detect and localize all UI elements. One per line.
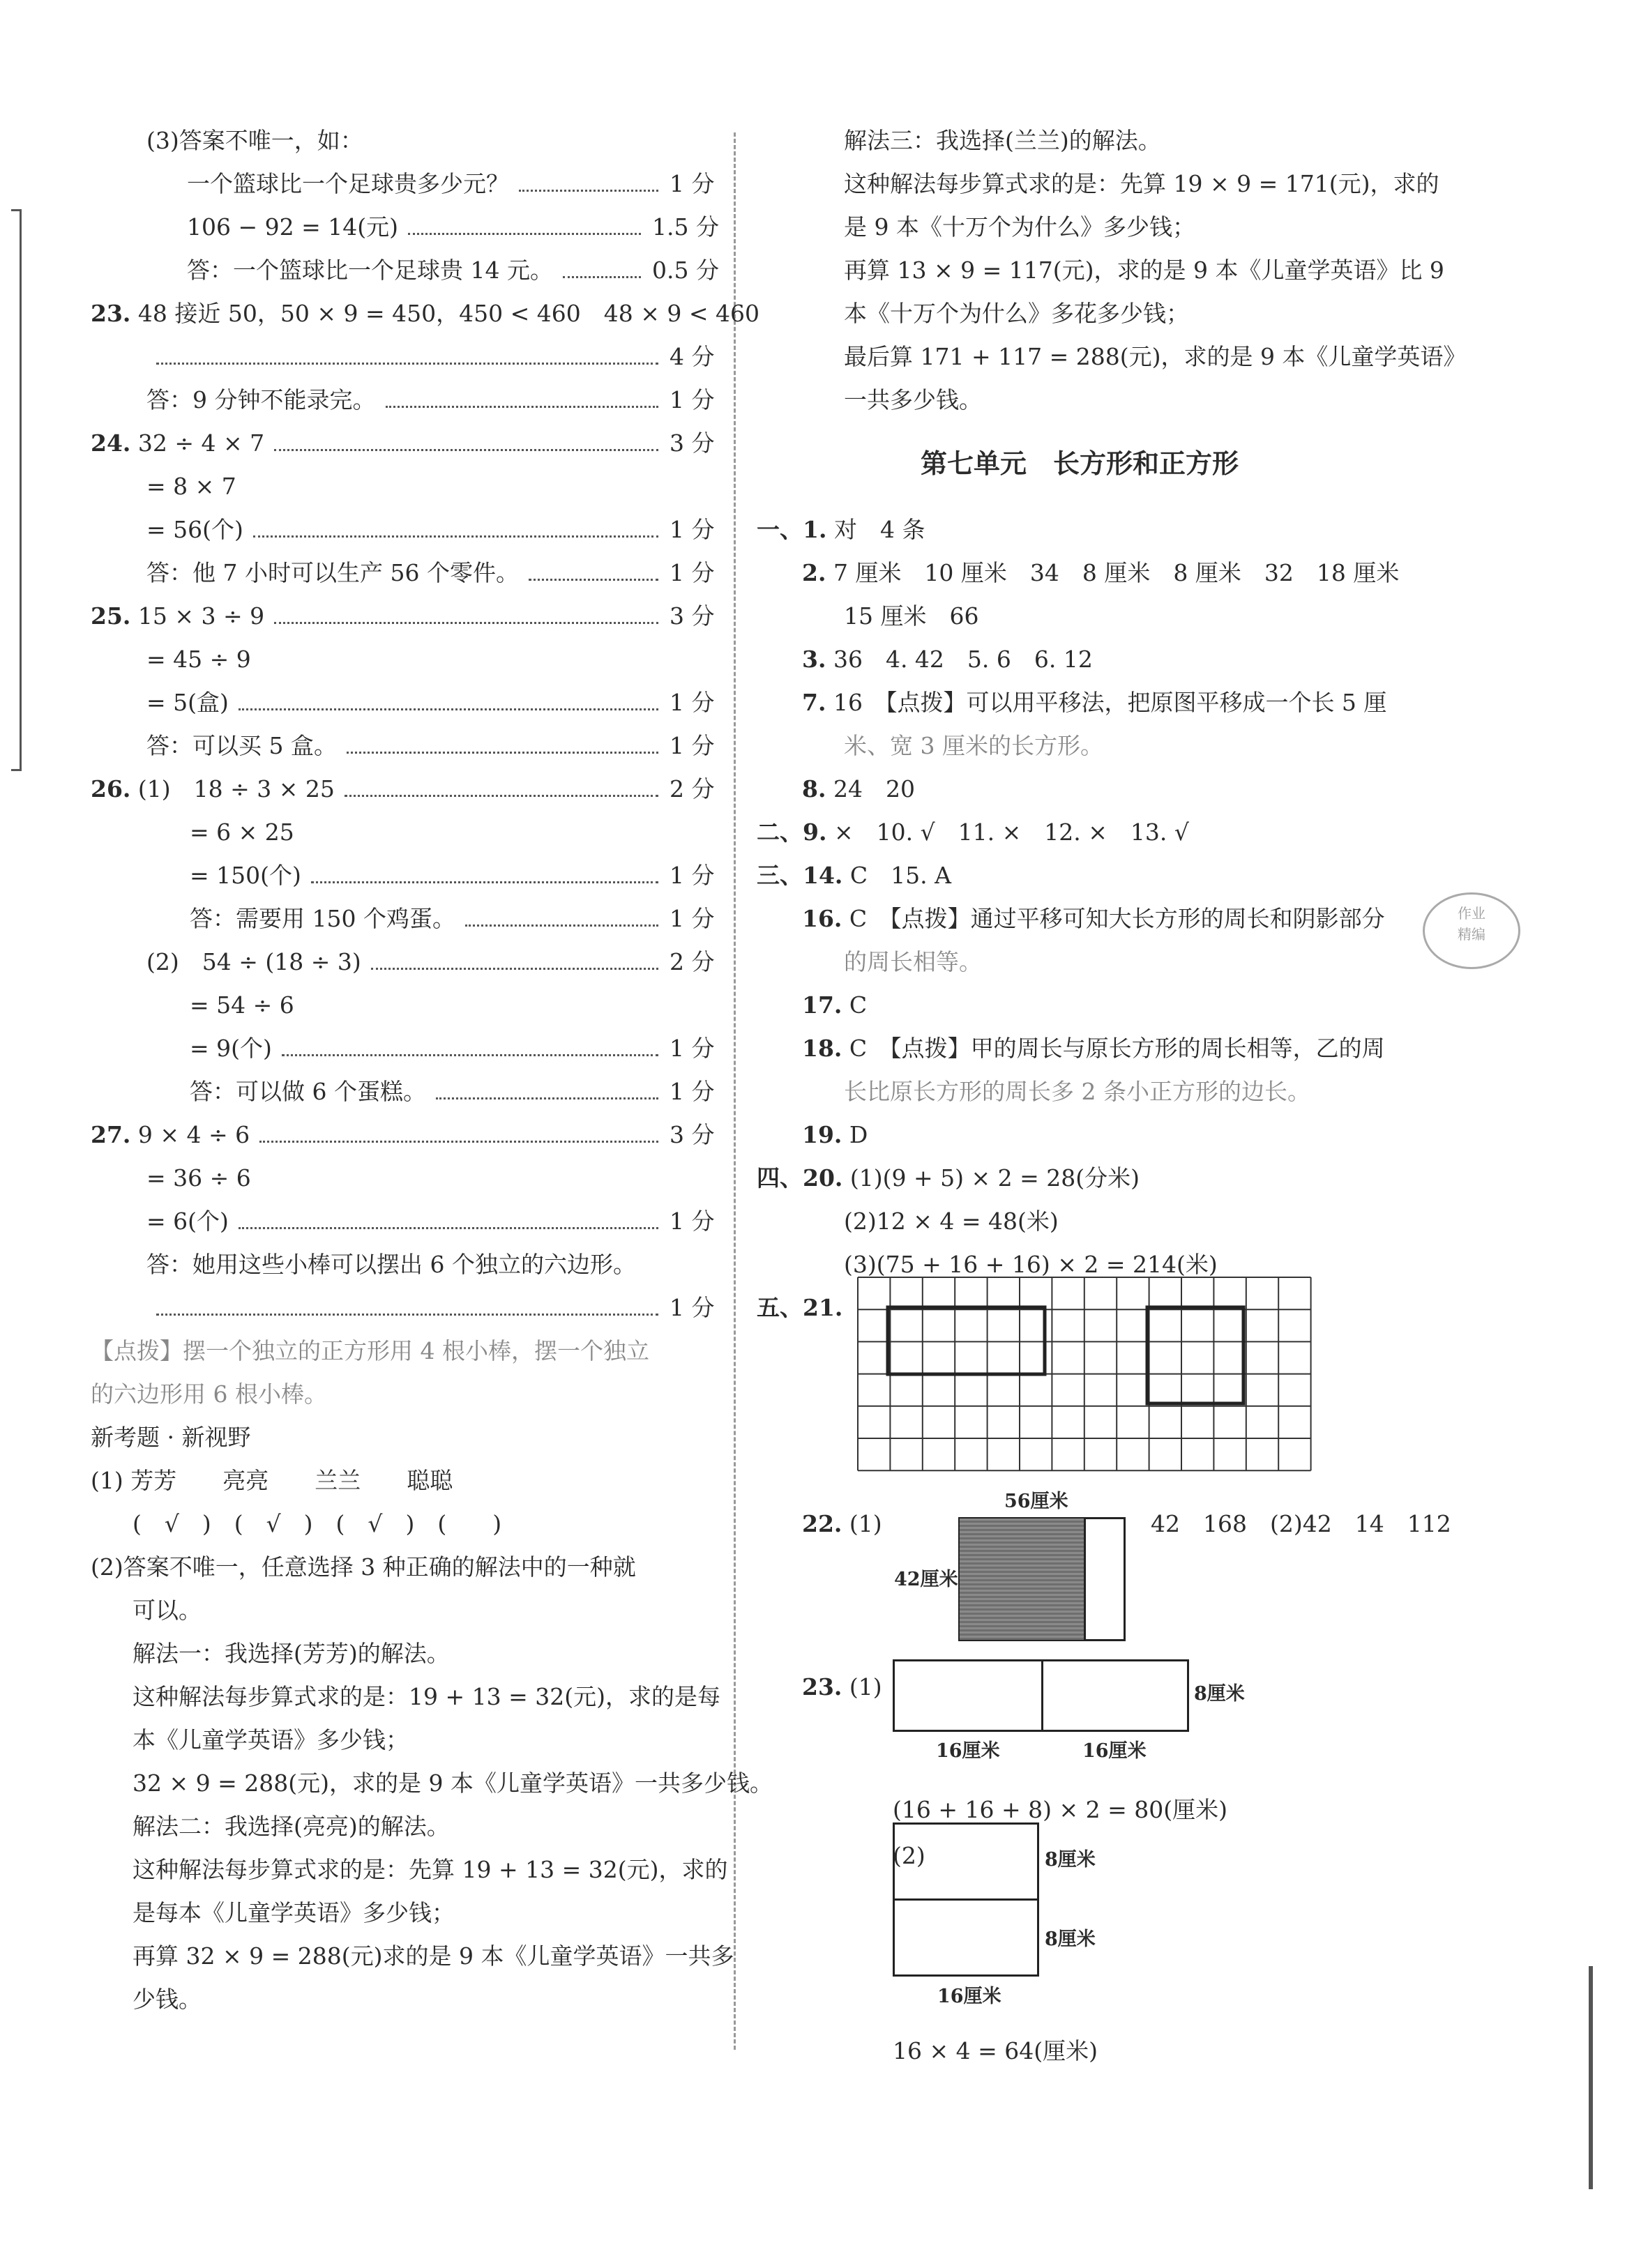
left-line-36 — [133, 1682, 720, 1712]
right-line-text: 这种解法每步算式求的是：先算 19 × 9 = 171(元)，求的 — [844, 170, 1439, 197]
left-line-text: 答：她用这些小棒可以摆出 6 个独立的六边形。 — [146, 1251, 636, 1278]
left-line-text: 新考题 · 新视野 — [91, 1424, 251, 1451]
left-score-label: 0.5 分 — [652, 257, 719, 284]
stamp-line-2: 精编 — [1458, 926, 1485, 943]
right-question-number: 二、9. — [757, 819, 827, 846]
fig23a-rect-1 — [893, 1659, 1043, 1732]
fig23a-bottom-label-1: 16厘米 — [936, 1740, 1000, 1762]
left-line-25 — [146, 1206, 229, 1237]
left-line-38 — [133, 1768, 773, 1799]
left-line-text: 这种解法每步算式求的是：先算 19 + 13 = 32(元)，求的 — [133, 1856, 728, 1883]
left-line-text: 106 − 92 = 14(元) — [187, 213, 398, 241]
left-line-text: = 9(个) — [190, 1035, 272, 1062]
left-line-text: 答：可以做 6 个蛋糕。 — [190, 1078, 426, 1105]
right-line-18 — [802, 990, 867, 1021]
right-line-19 — [802, 1033, 1385, 1064]
right-edge-mark — [1589, 1966, 1593, 2189]
right-line-text: (3)(75 + 16 + 16) × 2 = 214(米) — [844, 1251, 1218, 1278]
left-line-text: 可以。 — [133, 1597, 202, 1624]
left-line-14 — [146, 731, 337, 761]
right-line-22 — [757, 1163, 1140, 1194]
left-leader-dots — [239, 708, 658, 710]
left-line-text: = 150(个) — [190, 862, 301, 889]
right-line-text: 再算 13 × 9 = 117(元)，求的是 9 本《儿童学英语》比 9 — [844, 257, 1444, 284]
left-score-label: 1 分 — [670, 1035, 715, 1062]
left-line-6 — [146, 385, 376, 416]
right-line-text: 的周长相等。 — [844, 948, 982, 975]
right-line-20 — [844, 1076, 1310, 1107]
left-line-text: (1) 18 ÷ 3 × 25 — [137, 775, 335, 802]
left-line-text: 再算 32 × 9 = 288(元)求的是 9 本《儿童学英语》一共多 — [133, 1942, 734, 1970]
grid-figure-21 — [856, 1276, 1314, 1474]
right-question-number: 五、21. — [757, 1294, 843, 1321]
left-line-text: = 6(个) — [146, 1208, 229, 1235]
right-question-number: 18. — [802, 1035, 842, 1062]
left-leader-dots — [347, 752, 658, 754]
left-line-15 — [91, 774, 335, 805]
left-line-19 — [146, 947, 361, 977]
right-question-number: 23. — [802, 1673, 842, 1700]
left-leader-dots — [465, 924, 658, 927]
left-line-31 — [91, 1466, 453, 1496]
right-line-10 — [802, 644, 1093, 675]
right-question-number: 一、1. — [757, 516, 827, 543]
left-line-28 — [91, 1336, 649, 1367]
left-line-text: 这种解法每步算式求的是：19 + 13 = 32(元)，求的是每 — [133, 1683, 720, 1710]
right-question-number: 7. — [802, 689, 826, 716]
left-score-label: 1 分 — [670, 862, 715, 889]
left-line-29 — [91, 1379, 327, 1410]
right-line-text: (2) — [893, 1842, 925, 1869]
homework-stamp — [1423, 892, 1520, 969]
left-leader-dots — [408, 233, 641, 235]
right-line-text: 16 【点拨】可以用平移法，把原图平移成一个长 5 厘 — [833, 689, 1387, 716]
right-line-29 — [893, 1795, 1227, 1825]
right-line-text: (16 + 16 + 8) × 2 = 80(厘米) — [893, 1796, 1227, 1823]
right-line-text: 一共多少钱。 — [844, 386, 982, 413]
left-leader-dots — [274, 449, 658, 451]
right-question-number: 四、20. — [757, 1164, 843, 1192]
right-line-text: 解法三：我选择(兰兰)的解法。 — [844, 127, 1161, 154]
right-line-5 — [844, 342, 1466, 372]
right-line-25 — [757, 1293, 842, 1323]
left-line-text: 解法二：我选择(亮亮)的解法。 — [133, 1813, 450, 1840]
left-question-number: 23. — [91, 300, 131, 327]
left-score-label: 1 分 — [670, 1078, 715, 1105]
left-line-text: 答：9 分钟不能录完。 — [146, 386, 376, 413]
left-line-text: = 8 × 7 — [146, 473, 236, 500]
left-score-label: 3 分 — [670, 1121, 715, 1148]
left-leader-dots — [386, 406, 658, 408]
left-leader-dots — [253, 535, 658, 538]
left-line-text: 48 接近 50，50 × 9 = 450，450 < 460 48 × 9 < 460 — [137, 300, 759, 327]
right-line-text: C 【点拨】通过平移可知大长方形的周长和阴影部分 — [849, 905, 1385, 932]
left-line-1 — [187, 169, 509, 199]
left-line-text: 一个篮球比一个足球贵多少元？ — [187, 170, 509, 197]
left-score-label: 1 分 — [670, 905, 715, 932]
left-leader-dots — [156, 1314, 658, 1316]
right-line-16 — [802, 904, 1385, 934]
left-score-label: 1 分 — [670, 170, 715, 197]
left-question-number: 25. — [91, 602, 131, 630]
right-line-7 — [757, 515, 925, 545]
left-score-label: 3 分 — [670, 429, 715, 457]
left-line-text: ( √ ) ( √ ) ( √ ) ( ) — [133, 1510, 502, 1537]
left-line-16 — [190, 817, 294, 848]
left-score-label: 2 分 — [670, 775, 715, 802]
left-leader-dots — [274, 622, 658, 624]
left-line-3 — [187, 255, 553, 286]
left-leader-dots — [239, 1227, 658, 1229]
right-line-0 — [844, 125, 1161, 156]
left-line-22 — [190, 1076, 426, 1107]
left-line-21 — [190, 1033, 272, 1064]
left-question-number: 24. — [91, 429, 131, 457]
right-line-text: 是 9 本《十万个为什么》多少钱； — [844, 213, 1195, 241]
left-line-text: (2)答案不唯一，任意选择 3 种正确的解法中的一种就 — [91, 1553, 636, 1581]
left-line-40 — [133, 1855, 727, 1885]
right-line-text: × 10. √ 11. × 12. × 13. √ — [833, 819, 1189, 846]
left-line-35 — [133, 1638, 450, 1669]
left-line-32 — [133, 1509, 501, 1539]
right-line-text: (1) — [849, 1673, 882, 1700]
left-line-34 — [133, 1595, 202, 1626]
left-line-39 — [133, 1811, 450, 1842]
right-question-number: 19. — [802, 1121, 842, 1148]
left-line-33 — [91, 1552, 636, 1583]
left-margin-bar — [11, 209, 22, 771]
right-line-text: (2)12 × 4 = 48(米) — [844, 1208, 1059, 1235]
right-line-6 — [844, 385, 982, 416]
left-line-text: (1) 芳芳 亮亮 兰兰 聪聪 — [91, 1467, 453, 1494]
right-line-1 — [844, 169, 1439, 199]
left-leader-dots — [563, 276, 641, 278]
left-line-10 — [146, 558, 519, 588]
right-line-text: 15 厘米 66 — [844, 602, 979, 630]
left-leader-dots — [529, 579, 658, 581]
right-question-number: 3. — [802, 646, 826, 673]
stamp-line-1: 作业 — [1458, 905, 1485, 922]
fig23b-bottom-label: 16厘米 — [937, 1986, 1001, 2007]
right-line-text: 长比原长方形的周长多 2 条小正方形的边长。 — [844, 1078, 1310, 1105]
left-line-text: 的六边形用 6 根小棒。 — [91, 1380, 327, 1408]
left-line-text: = 5(盒) — [146, 689, 229, 716]
left-line-17 — [190, 860, 301, 891]
left-line-42 — [133, 1941, 734, 1972]
left-score-label: 3 分 — [670, 602, 715, 630]
right-line-text: 16 × 4 = 64(厘米) — [893, 2037, 1098, 2064]
left-line-13 — [146, 687, 229, 718]
left-line-text: = 6 × 25 — [190, 819, 294, 846]
fig22-side-label: 42厘米 — [894, 1569, 958, 1590]
left-line-text: 本《儿童学英语》多少钱； — [133, 1726, 409, 1753]
left-line-0 — [146, 125, 363, 156]
left-score-label: 1.5 分 — [652, 213, 719, 241]
grid-rectangle-1 — [888, 1307, 1045, 1374]
left-line-11 — [91, 601, 264, 632]
left-score-label: 1 分 — [670, 386, 715, 413]
left-line-text: (2) 54 ÷ (18 ÷ 3) — [146, 948, 361, 975]
left-line-9 — [146, 515, 243, 545]
left-line-text: = 45 ÷ 9 — [146, 646, 251, 673]
left-line-23 — [91, 1120, 250, 1150]
left-line-24 — [146, 1163, 251, 1194]
left-line-text: 答：可以买 5 盒。 — [146, 732, 337, 759]
right-line-2 — [844, 212, 1195, 243]
left-line-30 — [91, 1422, 250, 1453]
grid-rectangle-2 — [1147, 1307, 1243, 1403]
left-line-43 — [133, 1984, 202, 2015]
left-line-text: = 36 ÷ 6 — [146, 1164, 251, 1192]
right-line-text: C — [849, 991, 868, 1019]
right-line-28 — [802, 1672, 882, 1703]
right-line-text: 36 4. 42 5. 6 6. 12 — [833, 646, 1093, 673]
left-line-text: (3)答案不唯一，如： — [146, 127, 363, 154]
left-score-label: 1 分 — [670, 1294, 715, 1321]
right-line-15 — [757, 860, 951, 891]
left-line-text: = 56(个) — [146, 516, 243, 543]
right-line-27 — [1151, 1509, 1451, 1539]
right-line-text: C 【点拨】甲的周长与原长方形的周长相等，乙的周 — [849, 1035, 1385, 1062]
right-question-number: 22. — [802, 1510, 842, 1537]
left-line-text: 9 × 4 ÷ 6 — [137, 1121, 250, 1148]
left-line-37 — [133, 1725, 409, 1756]
left-leader-dots — [259, 1141, 658, 1143]
right-question-number: 2. — [802, 559, 826, 586]
left-leader-dots — [436, 1097, 658, 1099]
right-line-text: (1) — [849, 1510, 882, 1537]
right-line-11 — [802, 687, 1386, 718]
left-score-label: 2 分 — [670, 948, 715, 975]
fig23b-rect-2 — [893, 1898, 1039, 1977]
left-line-8 — [146, 471, 236, 502]
right-line-31 — [893, 2036, 1098, 2067]
unit-title: 第七单元 长方形和正方形 — [921, 448, 1239, 479]
left-line-18 — [190, 904, 455, 934]
left-line-20 — [190, 990, 294, 1021]
fig23b-side-label-2: 8厘米 — [1045, 1928, 1096, 1950]
right-question-number: 16. — [802, 905, 842, 932]
right-line-21 — [802, 1120, 868, 1150]
right-line-text: D — [849, 1121, 868, 1148]
right-line-text: 42 168 (2)42 14 112 — [1151, 1510, 1451, 1537]
right-line-3 — [844, 255, 1444, 286]
fig23a-side-label: 8厘米 — [1194, 1683, 1245, 1705]
left-score-label: 1 分 — [670, 516, 715, 543]
right-line-text: 本《十万个为什么》多花多少钱； — [844, 300, 1189, 327]
left-score-label: 1 分 — [670, 1208, 715, 1235]
left-line-4 — [91, 298, 759, 329]
left-line-text: 答：需要用 150 个鸡蛋。 — [190, 905, 455, 932]
right-line-4 — [844, 298, 1189, 329]
column-divider — [734, 132, 736, 2050]
right-line-9 — [844, 601, 978, 632]
right-line-17 — [844, 947, 982, 977]
left-line-text: 32 × 9 = 288(元)，求的是 9 本《儿童学英语》一共多少钱。 — [133, 1770, 773, 1797]
left-score-label: 1 分 — [670, 732, 715, 759]
fig23b-rect-1 — [893, 1822, 1039, 1901]
left-line-text: 答：他 7 小时可以生产 56 个零件。 — [146, 559, 519, 586]
left-line-text: 【点拨】摆一个独立的正方形用 4 根小棒，摆一个独立 — [91, 1337, 649, 1364]
left-score-label: 4 分 — [670, 343, 715, 370]
right-line-text: 米、宽 3 厘米的长方形。 — [844, 732, 1103, 759]
right-line-14 — [757, 817, 1189, 848]
right-question-number: 17. — [802, 991, 842, 1019]
left-line-text: 15 × 3 ÷ 9 — [137, 602, 265, 630]
fig22-top-label: 56厘米 — [1004, 1491, 1068, 1512]
fig23b-side-label-1: 8厘米 — [1045, 1849, 1096, 1871]
left-leader-dots — [156, 363, 658, 365]
left-line-text: 是每本《儿童学英语》多少钱； — [133, 1899, 455, 1926]
left-leader-dots — [282, 1054, 658, 1056]
left-line-text: 32 ÷ 4 × 7 — [137, 429, 265, 457]
left-line-7 — [91, 428, 264, 459]
right-line-26 — [802, 1509, 882, 1539]
fig22-shaded-rect — [960, 1519, 1086, 1640]
fig23a-bottom-label-2: 16厘米 — [1082, 1740, 1147, 1762]
right-question-number: 三、14. — [757, 862, 843, 889]
left-line-26 — [146, 1249, 636, 1280]
left-score-label: 1 分 — [670, 559, 715, 586]
left-line-text: 解法一：我选择(芳芳)的解法。 — [133, 1640, 450, 1667]
right-line-text: 对 4 条 — [833, 516, 925, 543]
right-line-13 — [802, 774, 915, 805]
right-line-text: C 15. A — [849, 862, 951, 889]
fig23a-rect-2 — [1041, 1659, 1189, 1732]
left-line-text: = 54 ÷ 6 — [190, 991, 294, 1019]
left-line-12 — [146, 644, 251, 675]
left-leader-dots — [345, 795, 658, 797]
left-line-text: 答：一个篮球比一个足球贵 14 元。 — [187, 257, 553, 284]
right-question-number: 8. — [802, 775, 826, 802]
left-leader-dots — [371, 968, 658, 970]
left-question-number: 26. — [91, 775, 131, 802]
right-line-12 — [844, 731, 1103, 761]
right-line-8 — [802, 558, 1399, 588]
right-line-23 — [844, 1206, 1059, 1237]
right-line-text: 最后算 171 + 117 = 288(元)，求的是 9 本《儿童学英语》 — [844, 343, 1467, 370]
right-line-text: 24 20 — [833, 775, 915, 802]
left-leader-dots — [311, 881, 658, 883]
left-score-label: 1 分 — [670, 689, 715, 716]
left-question-number: 27. — [91, 1121, 131, 1148]
left-line-41 — [133, 1898, 455, 1928]
right-line-text: 7 厘米 10 厘米 34 8 厘米 8 厘米 32 18 厘米 — [833, 559, 1400, 586]
right-line-text: (1)(9 + 5) × 2 = 28(分米) — [849, 1164, 1140, 1192]
left-leader-dots — [519, 190, 658, 192]
left-line-text: 少钱。 — [133, 1986, 202, 2013]
left-line-2 — [187, 212, 398, 243]
